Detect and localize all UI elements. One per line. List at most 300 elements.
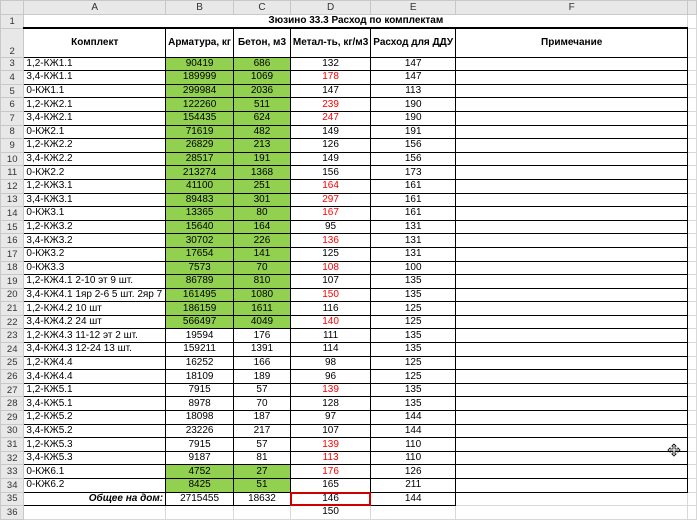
cell-komplekt[interactable]: 1,2-КЖ4.3 11-12 эт 2 шт. (24, 329, 166, 343)
cell-primechanie[interactable] (456, 370, 688, 384)
cell-primechanie[interactable] (456, 288, 688, 302)
row-header[interactable]: 3 (1, 57, 24, 71)
cell-komplekt[interactable]: 3,4-КЖ2.2 (24, 152, 166, 166)
cell[interactable] (456, 492, 688, 506)
cell-metall[interactable]: 147 (290, 84, 370, 98)
row-header[interactable]: 26 (1, 370, 24, 384)
cell-armatura[interactable]: 161495 (166, 288, 234, 302)
cell[interactable] (688, 492, 697, 506)
cell-rashod[interactable]: 110 (371, 438, 456, 452)
cell-komplekt[interactable]: 3,4-КЖ4.1 1яр 2-6 5 шт. 2яр 7 (24, 288, 166, 302)
cell-primechanie[interactable] (456, 315, 688, 329)
cell-beton[interactable]: 511 (234, 98, 291, 112)
row-header[interactable]: 16 (1, 234, 24, 248)
cell-metall[interactable]: 247 (290, 111, 370, 125)
cell-beton[interactable]: 810 (234, 275, 291, 289)
cell-armatura[interactable]: 13365 (166, 207, 234, 221)
cell-beton[interactable]: 1069 (234, 71, 291, 85)
select-all-corner[interactable] (1, 1, 24, 15)
row-header[interactable]: 5 (1, 84, 24, 98)
cell-metall[interactable]: 108 (290, 261, 370, 275)
cell-beton[interactable]: 80 (234, 207, 291, 221)
cell-metall[interactable]: 111 (290, 329, 370, 343)
header-primechanie[interactable]: Примечание (456, 28, 688, 57)
cell-komplekt[interactable]: 3,4-КЖ3.1 (24, 193, 166, 207)
cell[interactable] (688, 179, 697, 193)
cell-metall[interactable]: 140 (290, 315, 370, 329)
cell-armatura[interactable]: 18098 (166, 411, 234, 425)
cell-komplekt[interactable]: 1,2-КЖ5.3 (24, 438, 166, 452)
cell-armatura[interactable]: 122260 (166, 98, 234, 112)
cell-komplekt[interactable]: 3,4-КЖ5.2 (24, 424, 166, 438)
cell-armatura[interactable]: 7915 (166, 383, 234, 397)
cell[interactable] (688, 288, 697, 302)
cell-metall[interactable]: 178 (290, 71, 370, 85)
header-beton[interactable]: Бетон, м3 (234, 28, 291, 57)
cell-rashod[interactable]: 113 (371, 84, 456, 98)
cell-armatura[interactable]: 7915 (166, 438, 234, 452)
table-row (1, 506, 697, 520)
cell[interactable] (688, 139, 697, 153)
cell[interactable] (688, 370, 697, 384)
cell-armatura[interactable]: 9187 (166, 451, 234, 465)
cell-rashod[interactable]: 144 (371, 411, 456, 425)
cell-armatura[interactable]: 28517 (166, 152, 234, 166)
column-header-f[interactable]: F (456, 1, 688, 15)
cell-armatura[interactable]: 90419 (166, 57, 234, 71)
table-row (1, 98, 697, 112)
cell-primechanie[interactable] (456, 397, 688, 411)
cell-rashod[interactable]: 131 (371, 220, 456, 234)
cell-komplekt[interactable]: 0-КЖ3.1 (24, 207, 166, 221)
column-header-d[interactable]: D (290, 1, 370, 15)
cell-beton[interactable]: 686 (234, 57, 291, 71)
cell-rashod[interactable]: 125 (371, 370, 456, 384)
cell-rashod[interactable]: 191 (371, 125, 456, 139)
cell-rashod[interactable]: 190 (371, 98, 456, 112)
cell-armatura[interactable]: 8978 (166, 397, 234, 411)
row-header[interactable]: 31 (1, 438, 24, 452)
cell[interactable] (234, 506, 291, 520)
row-header[interactable]: 21 (1, 302, 24, 316)
cell-rashod[interactable]: 100 (371, 261, 456, 275)
cell-beton[interactable]: 70 (234, 261, 291, 275)
cell-primechanie[interactable] (456, 465, 688, 479)
cell-rashod[interactable]: 161 (371, 193, 456, 207)
cell-komplekt[interactable]: 1,2-КЖ3.1 (24, 179, 166, 193)
cell-komplekt[interactable]: 1,2-КЖ4.4 (24, 356, 166, 370)
cell[interactable] (688, 261, 697, 275)
table-row (1, 438, 697, 452)
row-header[interactable]: 4 (1, 71, 24, 85)
cell-beton[interactable]: 81 (234, 451, 291, 465)
cell-armatura[interactable]: 154435 (166, 111, 234, 125)
cell-beton[interactable]: 217 (234, 424, 291, 438)
cell-komplekt[interactable]: 1,2-КЖ2.2 (24, 139, 166, 153)
cell-primechanie[interactable] (456, 261, 688, 275)
cell-beton[interactable]: 482 (234, 125, 291, 139)
cell-beton[interactable]: 187 (234, 411, 291, 425)
cell-armatura[interactable]: 18109 (166, 370, 234, 384)
cell-metall[interactable]: 95 (290, 220, 370, 234)
cell-armatura[interactable]: 15640 (166, 220, 234, 234)
cell-rashod[interactable]: 156 (371, 139, 456, 153)
cell-beton[interactable]: 57 (234, 438, 291, 452)
cell-armatura[interactable]: 17654 (166, 247, 234, 261)
cell[interactable] (688, 98, 697, 112)
cell-metall[interactable]: 98 (290, 356, 370, 370)
row-header[interactable]: 22 (1, 315, 24, 329)
cell-beton[interactable]: 4049 (234, 315, 291, 329)
cell-komplekt[interactable]: 0-КЖ6.1 (24, 465, 166, 479)
cell-beton[interactable]: 1611 (234, 302, 291, 316)
row-header[interactable]: 13 (1, 193, 24, 207)
cell-beton[interactable]: 176 (234, 329, 291, 343)
cell-armatura[interactable]: 7573 (166, 261, 234, 275)
header-rashod[interactable]: Расход для ДДУ (371, 28, 456, 57)
cell-metall[interactable]: 165 (290, 479, 370, 493)
cell-primechanie[interactable] (456, 234, 688, 248)
cell-komplekt[interactable]: 3,4-КЖ4.4 (24, 370, 166, 384)
cell-rashod[interactable]: 131 (371, 247, 456, 261)
cell-armatura[interactable]: 159211 (166, 343, 234, 357)
cell-armatura[interactable]: 299984 (166, 84, 234, 98)
cell-beton[interactable]: 251 (234, 179, 291, 193)
cell-beton[interactable]: 57 (234, 383, 291, 397)
row-header[interactable]: 29 (1, 411, 24, 425)
cell-primechanie[interactable] (456, 111, 688, 125)
sheet-title[interactable]: Зюзино 33.3 Расход по комплектам (24, 15, 688, 29)
cell-metall[interactable]: 150 (290, 288, 370, 302)
cell-rashod[interactable]: 144 (371, 424, 456, 438)
cell[interactable] (688, 315, 697, 329)
total-row (1, 492, 697, 506)
cell-metall[interactable]: 139 (290, 383, 370, 397)
cell[interactable] (688, 71, 697, 85)
row-header[interactable]: 9 (1, 139, 24, 153)
cell-beton[interactable]: 27 (234, 465, 291, 479)
cell-primechanie[interactable] (456, 57, 688, 71)
cell-primechanie[interactable] (456, 329, 688, 343)
cell-metall[interactable]: 150 (290, 506, 370, 520)
cell[interactable] (688, 193, 697, 207)
cell[interactable] (688, 28, 697, 57)
cell-rashod[interactable]: 125 (371, 302, 456, 316)
table-row (1, 152, 697, 166)
cell-metall[interactable]: 167 (290, 207, 370, 221)
cell-beton[interactable]: 70 (234, 397, 291, 411)
cell-metall[interactable]: 97 (290, 411, 370, 425)
cell[interactable] (166, 506, 234, 520)
cell-primechanie[interactable] (456, 479, 688, 493)
cell[interactable] (688, 302, 697, 316)
cell[interactable] (688, 411, 697, 425)
cell-rashod[interactable]: 161 (371, 179, 456, 193)
cell-komplekt[interactable]: 1,2-КЖ2.1 (24, 98, 166, 112)
cell-komplekt[interactable]: 0-КЖ2.2 (24, 166, 166, 180)
cell-armatura[interactable]: 566497 (166, 315, 234, 329)
cell-metall[interactable]: 176 (290, 465, 370, 479)
cell[interactable] (688, 152, 697, 166)
cell-beton[interactable]: 1391 (234, 343, 291, 357)
row-header[interactable]: 19 (1, 275, 24, 289)
cell[interactable] (688, 383, 697, 397)
cell[interactable] (371, 506, 456, 520)
cell-komplekt[interactable]: 3,4-КЖ1.1 (24, 71, 166, 85)
cell-komplekt[interactable]: 0-КЖ3.3 (24, 261, 166, 275)
cell-komplekt[interactable]: 3,4-КЖ5.3 (24, 451, 166, 465)
cell-primechanie[interactable] (456, 125, 688, 139)
cell[interactable] (688, 479, 697, 493)
cell-metall[interactable]: 96 (290, 370, 370, 384)
cell-komplekt[interactable]: 1,2-КЖ5.2 (24, 411, 166, 425)
cell[interactable] (688, 275, 697, 289)
cell-metall[interactable]: 132 (290, 57, 370, 71)
table-row (1, 411, 697, 425)
cell-rashod[interactable]: 135 (371, 343, 456, 357)
cell-beton[interactable]: 189 (234, 370, 291, 384)
row-header-2[interactable]: 2 (1, 28, 24, 57)
cell-primechanie[interactable] (456, 98, 688, 112)
cell[interactable] (688, 247, 697, 261)
cell-metall[interactable]: 107 (290, 275, 370, 289)
row-header[interactable]: 10 (1, 152, 24, 166)
total-beton[interactable]: 18632 (234, 492, 291, 506)
cell-metall[interactable]: 126 (290, 139, 370, 153)
cell-armatura[interactable]: 26829 (166, 139, 234, 153)
row-header[interactable]: 28 (1, 397, 24, 411)
cell-primechanie[interactable] (456, 179, 688, 193)
cell-komplekt[interactable]: 0-КЖ1.1 (24, 84, 166, 98)
cell-komplekt[interactable]: 3,4-КЖ4.3 12-24 13 шт. (24, 343, 166, 357)
row-header[interactable]: 7 (1, 111, 24, 125)
cell[interactable] (688, 84, 697, 98)
cell-metall[interactable]: 149 (290, 152, 370, 166)
cell[interactable] (688, 207, 697, 221)
cell[interactable] (688, 397, 697, 411)
cell-rashod[interactable]: 211 (371, 479, 456, 493)
row-header[interactable]: 35 (1, 492, 24, 506)
cell-armatura[interactable]: 86789 (166, 275, 234, 289)
cell-primechanie[interactable] (456, 139, 688, 153)
cell-primechanie[interactable] (456, 302, 688, 316)
row-header[interactable]: 27 (1, 383, 24, 397)
cell-beton[interactable]: 213 (234, 139, 291, 153)
row-header[interactable]: 20 (1, 288, 24, 302)
cell-metall[interactable]: 125 (290, 247, 370, 261)
column-header-g[interactable] (688, 1, 697, 15)
cell-armatura[interactable]: 71619 (166, 125, 234, 139)
cell-rashod[interactable]: 135 (371, 288, 456, 302)
cell-komplekt[interactable]: 1,2-КЖ4.1 2-10 эт 9 шт. (24, 275, 166, 289)
cell-primechanie[interactable] (456, 343, 688, 357)
cell-rashod[interactable]: 161 (371, 207, 456, 221)
cell-armatura[interactable]: 41100 (166, 179, 234, 193)
cell-komplekt[interactable]: 1,2-КЖ5.1 (24, 383, 166, 397)
cell-primechanie[interactable] (456, 84, 688, 98)
cell-primechanie[interactable] (456, 247, 688, 261)
cell-beton[interactable]: 1080 (234, 288, 291, 302)
total-metall-highlighted[interactable]: 146 (290, 492, 370, 506)
row-header[interactable]: 18 (1, 261, 24, 275)
cell[interactable] (688, 57, 697, 71)
cell-primechanie[interactable] (456, 451, 688, 465)
cell[interactable] (688, 329, 697, 343)
cell-komplekt[interactable]: 3,4-КЖ3.2 (24, 234, 166, 248)
cell-armatura[interactable]: 89483 (166, 193, 234, 207)
row-header[interactable]: 8 (1, 125, 24, 139)
cell-metall[interactable]: 156 (290, 166, 370, 180)
cell[interactable] (688, 356, 697, 370)
cell-rashod[interactable]: 126 (371, 465, 456, 479)
cell[interactable] (688, 424, 697, 438)
table-row (1, 397, 697, 411)
cell-rashod[interactable]: 135 (371, 329, 456, 343)
cell-beton[interactable]: 2036 (234, 84, 291, 98)
cell[interactable] (688, 111, 697, 125)
cell-metall[interactable]: 128 (290, 397, 370, 411)
cell-primechanie[interactable] (456, 220, 688, 234)
cell-metall[interactable]: 107 (290, 424, 370, 438)
cell-rashod[interactable]: 147 (371, 71, 456, 85)
cell-armatura[interactable]: 19594 (166, 329, 234, 343)
cell[interactable] (688, 220, 697, 234)
cell[interactable] (24, 506, 166, 520)
row-header[interactable]: 11 (1, 166, 24, 180)
cell-primechanie[interactable] (456, 383, 688, 397)
cell-metall[interactable]: 136 (290, 234, 370, 248)
cell-metall[interactable]: 149 (290, 125, 370, 139)
cell-primechanie[interactable] (456, 275, 688, 289)
cell-komplekt[interactable]: 1,2-КЖ4.2 10 шт (24, 302, 166, 316)
row-header[interactable]: 32 (1, 451, 24, 465)
cell[interactable] (688, 166, 697, 180)
cell-metall[interactable]: 139 (290, 438, 370, 452)
cell-komplekt[interactable]: 3,4-КЖ4.2 24 шт (24, 315, 166, 329)
cell-komplekt[interactable]: 3,4-КЖ5.1 (24, 397, 166, 411)
cell-beton[interactable]: 166 (234, 356, 291, 370)
cell-armatura[interactable]: 16252 (166, 356, 234, 370)
cell[interactable] (688, 343, 697, 357)
cell-rashod[interactable]: 125 (371, 356, 456, 370)
cell-beton[interactable]: 164 (234, 220, 291, 234)
cell[interactable] (688, 234, 697, 248)
cell-komplekt[interactable]: 0-КЖ3.2 (24, 247, 166, 261)
cell-beton[interactable]: 301 (234, 193, 291, 207)
cell[interactable] (688, 15, 697, 29)
total-label[interactable]: Общее на дом: (24, 492, 166, 506)
cell-rashod[interactable]: 156 (371, 152, 456, 166)
cell-komplekt[interactable]: 1,2-КЖ1.1 (24, 57, 166, 71)
row-header[interactable]: 30 (1, 424, 24, 438)
cell[interactable] (688, 125, 697, 139)
cell-primechanie[interactable] (456, 152, 688, 166)
cell-metall[interactable]: 113 (290, 451, 370, 465)
row-header[interactable]: 24 (1, 343, 24, 357)
cell-rashod[interactable]: 135 (371, 383, 456, 397)
cell-rashod[interactable]: 110 (371, 451, 456, 465)
cell-beton[interactable]: 191 (234, 152, 291, 166)
cell-komplekt[interactable]: 1,2-КЖ3.2 (24, 220, 166, 234)
table-row (1, 261, 697, 275)
cell[interactable] (456, 506, 688, 520)
cell-primechanie[interactable] (456, 356, 688, 370)
header-metall[interactable]: Метал-ть, кг/м3 (290, 28, 370, 57)
row-header[interactable]: 14 (1, 207, 24, 221)
header-armatura[interactable]: Арматура, кг (166, 28, 234, 57)
row-header[interactable]: 34 (1, 479, 24, 493)
cell-primechanie[interactable] (456, 193, 688, 207)
column-header-e[interactable]: E (371, 1, 456, 15)
cell-metall[interactable]: 239 (290, 98, 370, 112)
cell-primechanie[interactable] (456, 166, 688, 180)
cell-beton[interactable]: 624 (234, 111, 291, 125)
cell-komplekt[interactable]: 0-КЖ2.1 (24, 125, 166, 139)
cell-armatura[interactable]: 213274 (166, 166, 234, 180)
row-header-1[interactable]: 1 (1, 15, 24, 29)
cell-armatura[interactable]: 4752 (166, 465, 234, 479)
cell-metall[interactable]: 297 (290, 193, 370, 207)
row-header[interactable]: 25 (1, 356, 24, 370)
total-armatura[interactable]: 2715455 (166, 492, 234, 506)
cell[interactable] (688, 465, 697, 479)
cell-primechanie[interactable] (456, 424, 688, 438)
cell-beton[interactable]: 1368 (234, 166, 291, 180)
cell-armatura[interactable]: 8425 (166, 479, 234, 493)
cell-metall[interactable]: 114 (290, 343, 370, 357)
cell-komplekt[interactable]: 3,4-КЖ2.1 (24, 111, 166, 125)
row-header[interactable]: 15 (1, 220, 24, 234)
cell-rashod[interactable]: 135 (371, 275, 456, 289)
cell-primechanie[interactable] (456, 411, 688, 425)
cell-rashod[interactable]: 173 (371, 166, 456, 180)
cell-rashod[interactable]: 135 (371, 397, 456, 411)
cell-metall[interactable]: 164 (290, 179, 370, 193)
cell-rashod[interactable]: 190 (371, 111, 456, 125)
cell-armatura[interactable]: 189999 (166, 71, 234, 85)
cell[interactable] (688, 451, 697, 465)
cell-primechanie[interactable] (456, 207, 688, 221)
cell-armatura[interactable]: 30702 (166, 234, 234, 248)
cell-beton[interactable]: 226 (234, 234, 291, 248)
column-header-b[interactable]: B (166, 1, 234, 15)
row-header[interactable]: 12 (1, 179, 24, 193)
cell-metall[interactable]: 116 (290, 302, 370, 316)
total-rashod[interactable]: 144 (371, 492, 456, 506)
row-header[interactable]: 6 (1, 98, 24, 112)
table-row (1, 111, 697, 125)
cell[interactable] (688, 506, 697, 520)
cell-beton[interactable]: 51 (234, 479, 291, 493)
row-header[interactable]: 17 (1, 247, 24, 261)
cell-beton[interactable]: 141 (234, 247, 291, 261)
column-header-a[interactable]: A (24, 1, 166, 15)
cell-rashod[interactable]: 147 (371, 57, 456, 71)
column-header-c[interactable]: C (234, 1, 291, 15)
cell-rashod[interactable]: 131 (371, 234, 456, 248)
row-header[interactable]: 23 (1, 329, 24, 343)
cell-primechanie[interactable] (456, 71, 688, 85)
cell-rashod[interactable]: 125 (371, 315, 456, 329)
cell-komplekt[interactable]: 0-КЖ6.2 (24, 479, 166, 493)
cell[interactable] (688, 438, 697, 452)
row-header[interactable]: 36 (1, 506, 24, 520)
cell-armatura[interactable]: 186159 (166, 302, 234, 316)
cell-primechanie[interactable] (456, 438, 688, 452)
row-header[interactable]: 33 (1, 465, 24, 479)
cell-armatura[interactable]: 23226 (166, 424, 234, 438)
header-komplekt[interactable]: Комплект (24, 28, 166, 57)
